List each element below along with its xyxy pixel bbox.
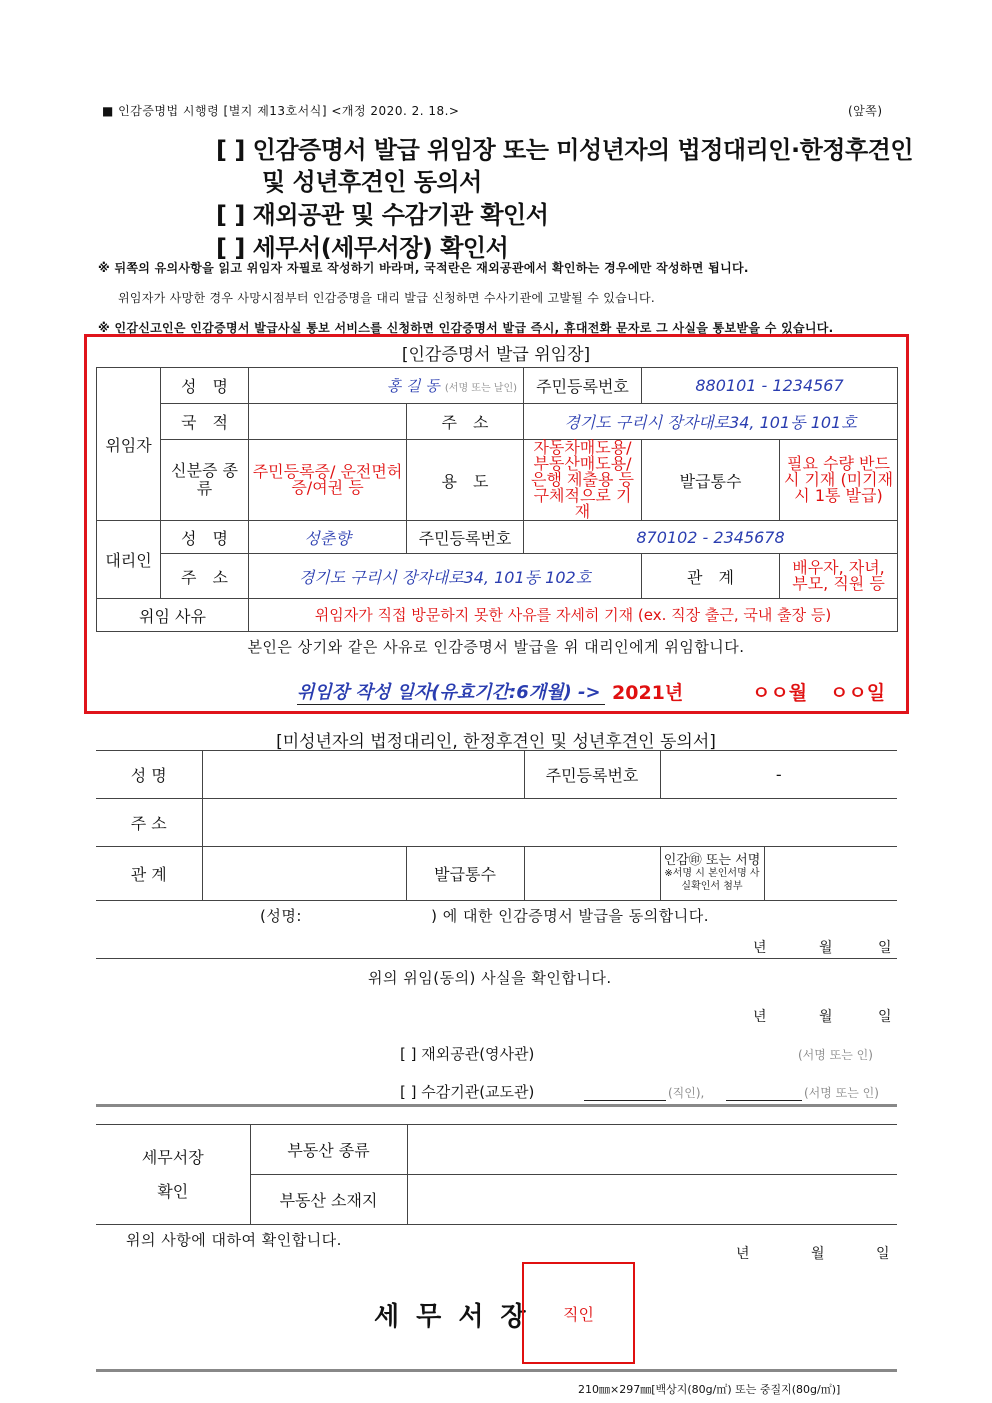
consent-seal-cell [660, 847, 764, 901]
rrn-label: 주민등록번호 [524, 368, 642, 404]
divider [96, 958, 897, 959]
tax-statement: 위의 사항에 대하여 확인합니다. [126, 1231, 342, 1249]
tax-office-label-cell [96, 1125, 250, 1225]
title-checkbox-delegation[interactable]: [ ] 인감증명서 발급 위임장 또는 미성년자의 법정대리인·한정후견인 [216, 136, 914, 164]
title-checkbox-embassy[interactable]: [ ] 재외공관 및 수감기관 확인서 [216, 201, 549, 229]
tax-officer-title: 세 무 서 장 [374, 1302, 530, 1332]
title-checkbox-tax-office[interactable]: [ ] 세무서(세무서장) 확인서 [216, 234, 509, 262]
estate-location-field[interactable] [407, 1175, 897, 1225]
tax-office-table [96, 1124, 897, 1225]
agent-label: 대리인 [97, 521, 161, 599]
tax-year: 년 [736, 1246, 750, 1262]
delegation-table [96, 367, 898, 632]
date-year[interactable]: 2021년 [612, 682, 684, 704]
delegator-rrn-field[interactable]: 880101 - 1234567 [642, 368, 898, 404]
consent-statement: (성명: ) 에 대한 인감증명서 발급을 동의합니다. [260, 907, 709, 925]
prison-sign-line[interactable] [726, 1100, 802, 1101]
id-type-label: 신분증 종 류 [161, 440, 249, 521]
reason-field[interactable]: 위임자가 직접 방문하지 못한 사유를 자세히 기재 (ex. 직장 출근, 국내 출장 등) [249, 599, 898, 632]
agent-name-field[interactable]: 성춘향 [249, 521, 407, 554]
official-seal-box[interactable]: 직인 [522, 1262, 635, 1364]
thick-divider [96, 1104, 897, 1107]
consent-month: 월 [819, 940, 833, 956]
date-day[interactable]: ㅇㅇ일 [830, 682, 886, 704]
consent-section-title: [미성년자의 법정대리인, 한정후견인 및 성년후견인 동의서] [276, 732, 716, 752]
delegator-name-field[interactable] [249, 368, 524, 404]
paper-spec: 210㎜×297㎜[백상지(80g/㎡) 또는 중질지(80g/㎡)] [578, 1383, 841, 1396]
footer-divider [96, 1369, 897, 1372]
confirm-year: 년 [753, 1009, 767, 1025]
confirm-month: 월 [819, 1009, 833, 1025]
delegation-statement: 본인은 상기와 같은 사유로 인감증명서 발급을 위 대리인에게 위임합니다. [247, 638, 745, 656]
form-reference [102, 102, 459, 119]
consent-day: 일 [878, 940, 892, 956]
note-death-warning: 위임자가 사망한 경우 사망시점부터 인감증명을 대리 발급 신청하면 수사기관에 고발될 수 있습니다. [118, 291, 655, 305]
date-guide: 위임장 작성 일자(유효기간:6개월) -> [297, 678, 605, 705]
agent-address-label: 주 소 [161, 554, 249, 599]
prison-position-hint: (직인), [668, 1086, 705, 1100]
consent-year: 년 [753, 940, 767, 956]
agent-rrn-field[interactable]: 870102 - 2345678 [524, 521, 898, 554]
nationality-field[interactable] [249, 404, 407, 440]
form-ref-text: ■ 인감증명법 시행령 [별지 제13호서식] [102, 104, 328, 118]
relation-field[interactable]: 배우자, 자녀, 부모, 직원 등 [780, 554, 898, 599]
relation-label: 관 계 [642, 554, 780, 599]
consent-rrn-field[interactable]: - [660, 751, 897, 799]
address-label: 주 소 [407, 404, 524, 440]
purpose-field[interactable]: 자동차매도용/ 부동산매도용/ 은행 제출용 등 구체적으로 기재 [524, 440, 642, 521]
embassy-sign-hint: (서명 또는 인) [798, 1048, 873, 1062]
date-month[interactable]: ㅇㅇ월 [752, 682, 808, 704]
tax-confirm-label: 확인 [157, 1181, 189, 1201]
tax-day: 일 [876, 1246, 890, 1262]
note-notification: ※ 인감신고인은 인감증명서 발급사실 통보 서비스를 신청하면 인감증명서 발급 즉시, 휴대전화 문자로 그 사실을 통보받을 수 있습니다. [98, 321, 834, 335]
prison-checkbox[interactable]: [ ] 수감기관(교도관) [400, 1083, 535, 1101]
note-instructions: ※ 뒤쪽의 유의사항을 읽고 위임자 자필로 작성하기 바라며, 국적란은 재외공관에서 확인하는 경우에만 작성하면 됩니다. [98, 261, 749, 275]
agent-address-field[interactable]: 경기도 구리시 장자대로34, 101동 102호 [249, 554, 642, 599]
consent-count-label: 발급통수 [406, 847, 524, 901]
name-label: 성 명 [161, 368, 249, 404]
delegator-name-value: 홍 길 동 [386, 377, 440, 395]
delegator-label: 위임자 [97, 368, 161, 521]
consent-name-label: 성 명 [96, 751, 202, 799]
agent-rrn-label: 주민등록번호 [407, 521, 524, 554]
signature-hint: (서명 또는 날인) [444, 383, 518, 394]
prison-officer-line[interactable] [584, 1100, 666, 1101]
id-type-field[interactable]: 주민등록증/ 운전면허증/여권 등 [249, 440, 407, 521]
consent-table [96, 750, 897, 901]
embassy-checkbox[interactable]: [ ] 재외공관(영사관) [400, 1045, 535, 1063]
count-field[interactable]: 필요 수량 반드시 기재 (미기재시 1통 발급) [780, 440, 898, 521]
page-side-label: (앞쪽) [848, 104, 883, 118]
consent-address-field[interactable] [202, 799, 897, 847]
count-label: 발급통수 [642, 440, 780, 521]
consent-seal-field[interactable] [764, 847, 897, 901]
tax-month: 월 [811, 1246, 825, 1262]
nationality-label: 국 적 [161, 404, 249, 440]
purpose-label: 용 도 [407, 440, 524, 521]
estate-type-field[interactable] [407, 1125, 897, 1175]
tax-office-label: 세무서장 [141, 1147, 204, 1167]
consent-count-field[interactable] [524, 847, 660, 901]
title-line2: 및 성년후견인 동의서 [262, 168, 482, 196]
consent-relation-label: 관 계 [96, 847, 202, 901]
estate-location-label: 부동산 소재지 [250, 1175, 407, 1225]
agent-name-label: 성 명 [161, 521, 249, 554]
consent-name-field[interactable] [202, 751, 524, 799]
consent-seal-label: 인감㊞ 또는 서명 [663, 853, 761, 868]
confirm-statement: 위의 위임(동의) 사실을 확인합니다. [368, 969, 612, 987]
estate-type-label: 부동산 종류 [250, 1125, 407, 1175]
reason-label: 위임 사유 [97, 599, 249, 632]
prison-sign-hint: (서명 또는 인) [804, 1086, 879, 1100]
delegator-address-field[interactable]: 경기도 구리시 장자대로34, 101동 101호 [524, 404, 898, 440]
consent-relation-field[interactable] [202, 847, 406, 901]
revision-text: <개정 2020. 2. 18.> [331, 104, 460, 118]
confirm-day: 일 [878, 1009, 892, 1025]
consent-seal-note: ※서명 시 본인서명 사실확인서 첨부 [664, 868, 760, 892]
consent-rrn-label: 주민등록번호 [524, 751, 660, 799]
delegation-section-title: [인감증명서 발급 위임장] [401, 345, 591, 365]
consent-address-label: 주 소 [96, 799, 202, 847]
